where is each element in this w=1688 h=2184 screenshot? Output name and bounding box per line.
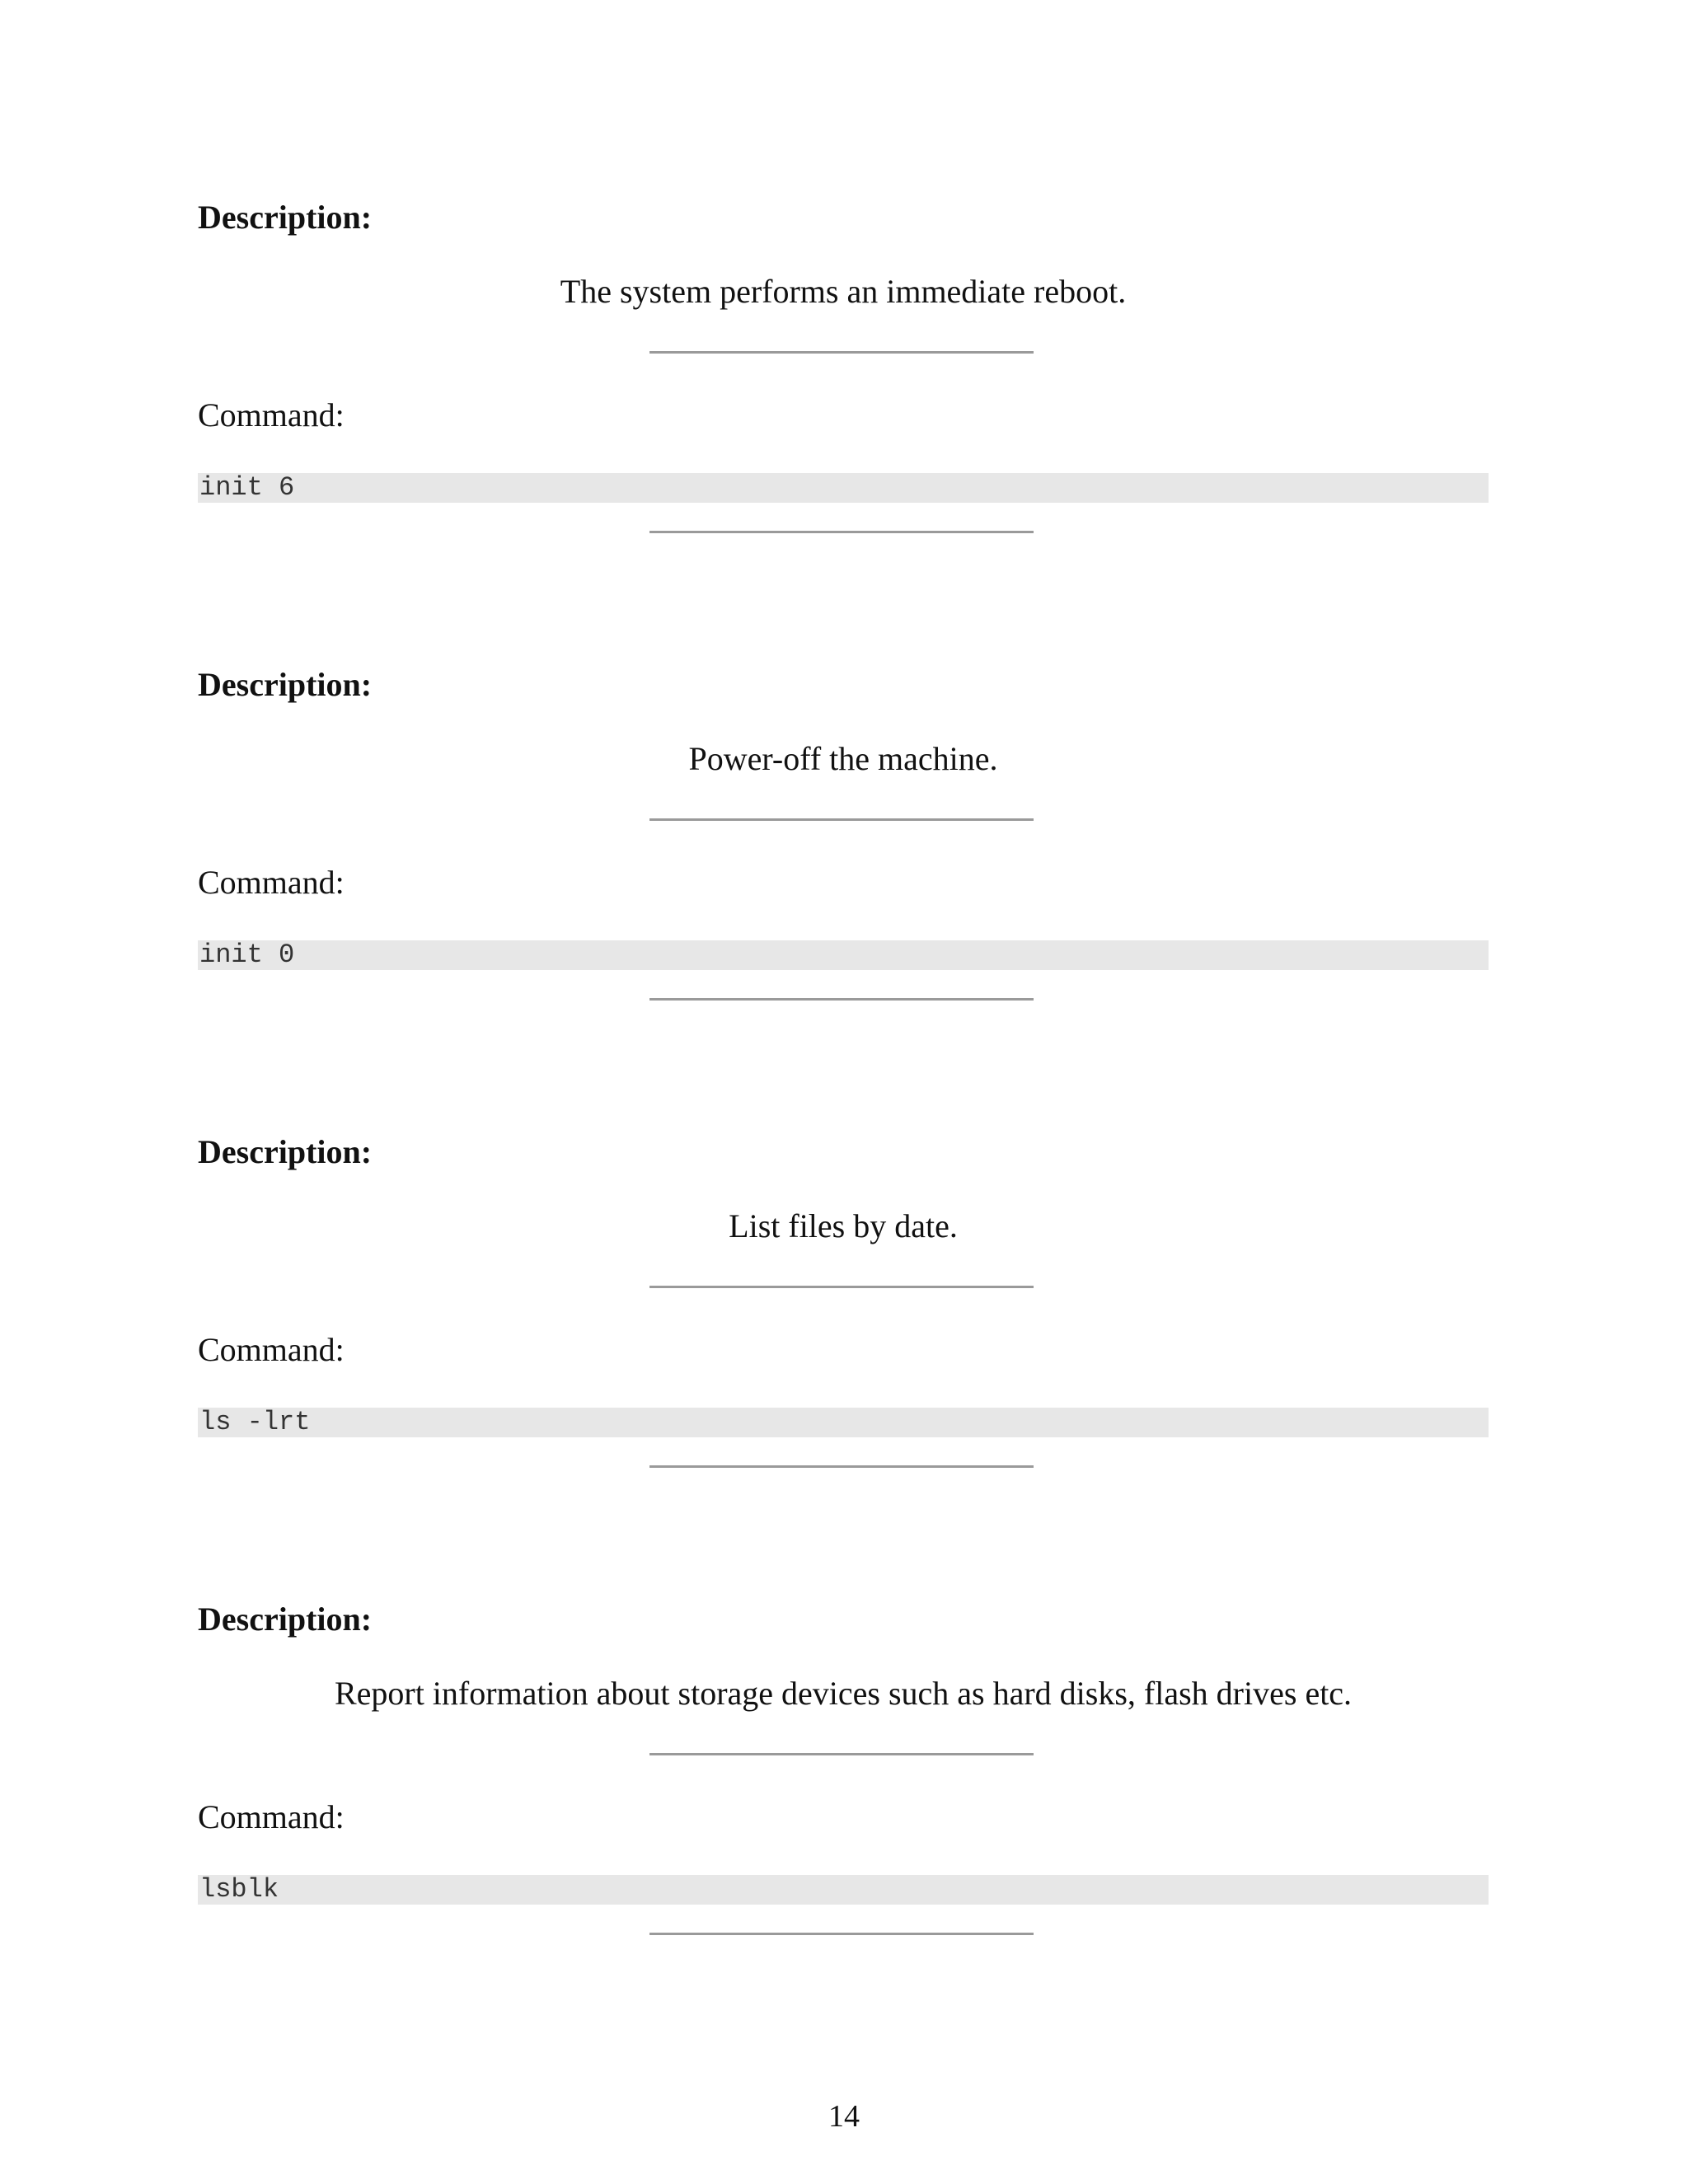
command-entry-2 xyxy=(198,665,1489,1011)
divider-rule xyxy=(649,1286,1034,1288)
command-label: Command: xyxy=(198,1798,345,1835)
description-label: Description: xyxy=(198,1601,373,1638)
description-text: Report information about storage devices such as hard disks, flash drives etc. xyxy=(334,1675,1353,1712)
command-label: Command: xyxy=(198,396,345,434)
page-number: 14 xyxy=(828,2099,860,2134)
description-label: Description: xyxy=(198,199,373,236)
command-label: Command: xyxy=(198,1331,345,1368)
description-text: Power-off the machine. xyxy=(688,740,998,777)
divider-rule xyxy=(649,998,1034,1001)
divider-rule xyxy=(649,1933,1034,1935)
divider-rule xyxy=(649,1465,1034,1468)
description-text: The system performs an immediate reboot. xyxy=(560,273,1127,310)
divider-rule xyxy=(649,531,1034,533)
code-block xyxy=(198,1408,1489,1437)
code-block xyxy=(198,940,1489,970)
command-entry-1 xyxy=(198,198,1489,544)
description-label: Description: xyxy=(198,1133,373,1170)
command-entry-3 xyxy=(198,1132,1489,1479)
command-code: init 6 xyxy=(199,472,295,503)
command-entry-4 xyxy=(198,1600,1489,1946)
command-code: init 0 xyxy=(199,940,295,970)
code-block xyxy=(198,473,1489,503)
description-label: Description: xyxy=(198,666,373,703)
command-label: Command: xyxy=(198,864,345,901)
command-code: lsblk xyxy=(199,1874,279,1905)
description-text: List files by date. xyxy=(729,1207,958,1244)
divider-rule xyxy=(649,818,1034,821)
code-block xyxy=(198,1875,1489,1905)
command-code: ls -lrt xyxy=(199,1407,311,1437)
divider-rule xyxy=(649,351,1034,354)
divider-rule xyxy=(649,1753,1034,1755)
